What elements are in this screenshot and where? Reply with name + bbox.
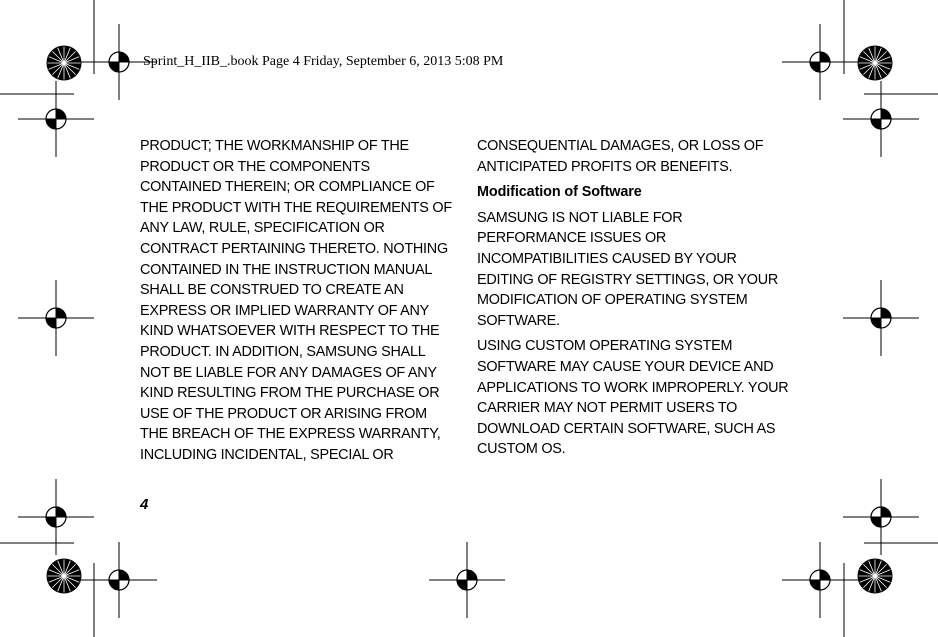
custom-os-paragraph: USING CUSTOM OPERATING SYSTEM SOFTWARE MAY CAUSE YOUR DEVICE AND APPLICATIONS TO WORK IMPROPERLY. YOUR CARRIER MAY NOT PERMIT USERS TO DOWNLOAD CERTAIN SOFTWARE, SUCH AS CUSTOM OS. (477, 338, 789, 458)
registration-target-icon (18, 81, 94, 157)
star-target-icon (858, 559, 892, 593)
registration-target-icon (782, 542, 858, 618)
star-target-icon (858, 46, 892, 80)
registration-target-icon (782, 24, 858, 100)
registration-target-icon (81, 542, 157, 618)
registration-target-icon (843, 479, 919, 555)
left-column (140, 136, 452, 466)
star-target-icon (47, 559, 81, 593)
warranty-paragraph: PRODUCT; THE WORKMANSHIP OF THE PRODUCT OR THE COMPONENTS CONTAINED THEREIN; OR COMPLIANCE OF THE PRODUCT WITH THE REQUIREMENTS OF ANY LAW, RULE, SPECIFICATION OR CONTRACT PERTAINING THERETO. NOTHING CONTAINED IN THE INSTRUCTION MANUAL SHALL BE CONSTRUED TO CREATE AN EXPRESS OR IMPLIED WARRANTY OF ANY KIND WHATSOEVER WITH RESPECT TO THE PRODUCT. IN ADDITION, SAMSUNG SHALL NOT BE LIABLE FOR ANY DAMAGES OF ANY KIND RESULTING FROM THE PURCHASE OR USE OF THE PRODUCT OR ARISING FROM THE BREACH OF THE EXPRESS WARRANTY, INCLUDING INCIDENTAL, SPECIAL OR (140, 138, 452, 463)
page-number: 4 (140, 496, 149, 513)
damages-paragraph: CONSEQUENTIAL DAMAGES, OR LOSS OF ANTICIPATED PROFITS OR BENEFITS. (477, 138, 764, 175)
registration-target-icon (843, 81, 919, 157)
star-target-icon (47, 46, 81, 80)
modification-paragraph: SAMSUNG IS NOT LIABLE FOR PERFORMANCE ISSUES OR INCOMPATIBILITIES CAUSED BY YOUR EDITING OF REGISTRY SETTINGS, OR YOUR MODIFICATION OF OPERATING SYSTEM SOFTWARE. (477, 209, 778, 329)
right-column (477, 136, 789, 460)
registration-target-icon (429, 542, 505, 618)
section-heading: Modification of Software (477, 184, 642, 201)
registration-target-icon (18, 479, 94, 555)
registration-target-icon (18, 280, 94, 356)
registration-target-icon (843, 280, 919, 356)
book-header: Sprint_H_IIB_.book Page 4 Friday, September 6, 2013 5:08 PM (143, 54, 504, 69)
